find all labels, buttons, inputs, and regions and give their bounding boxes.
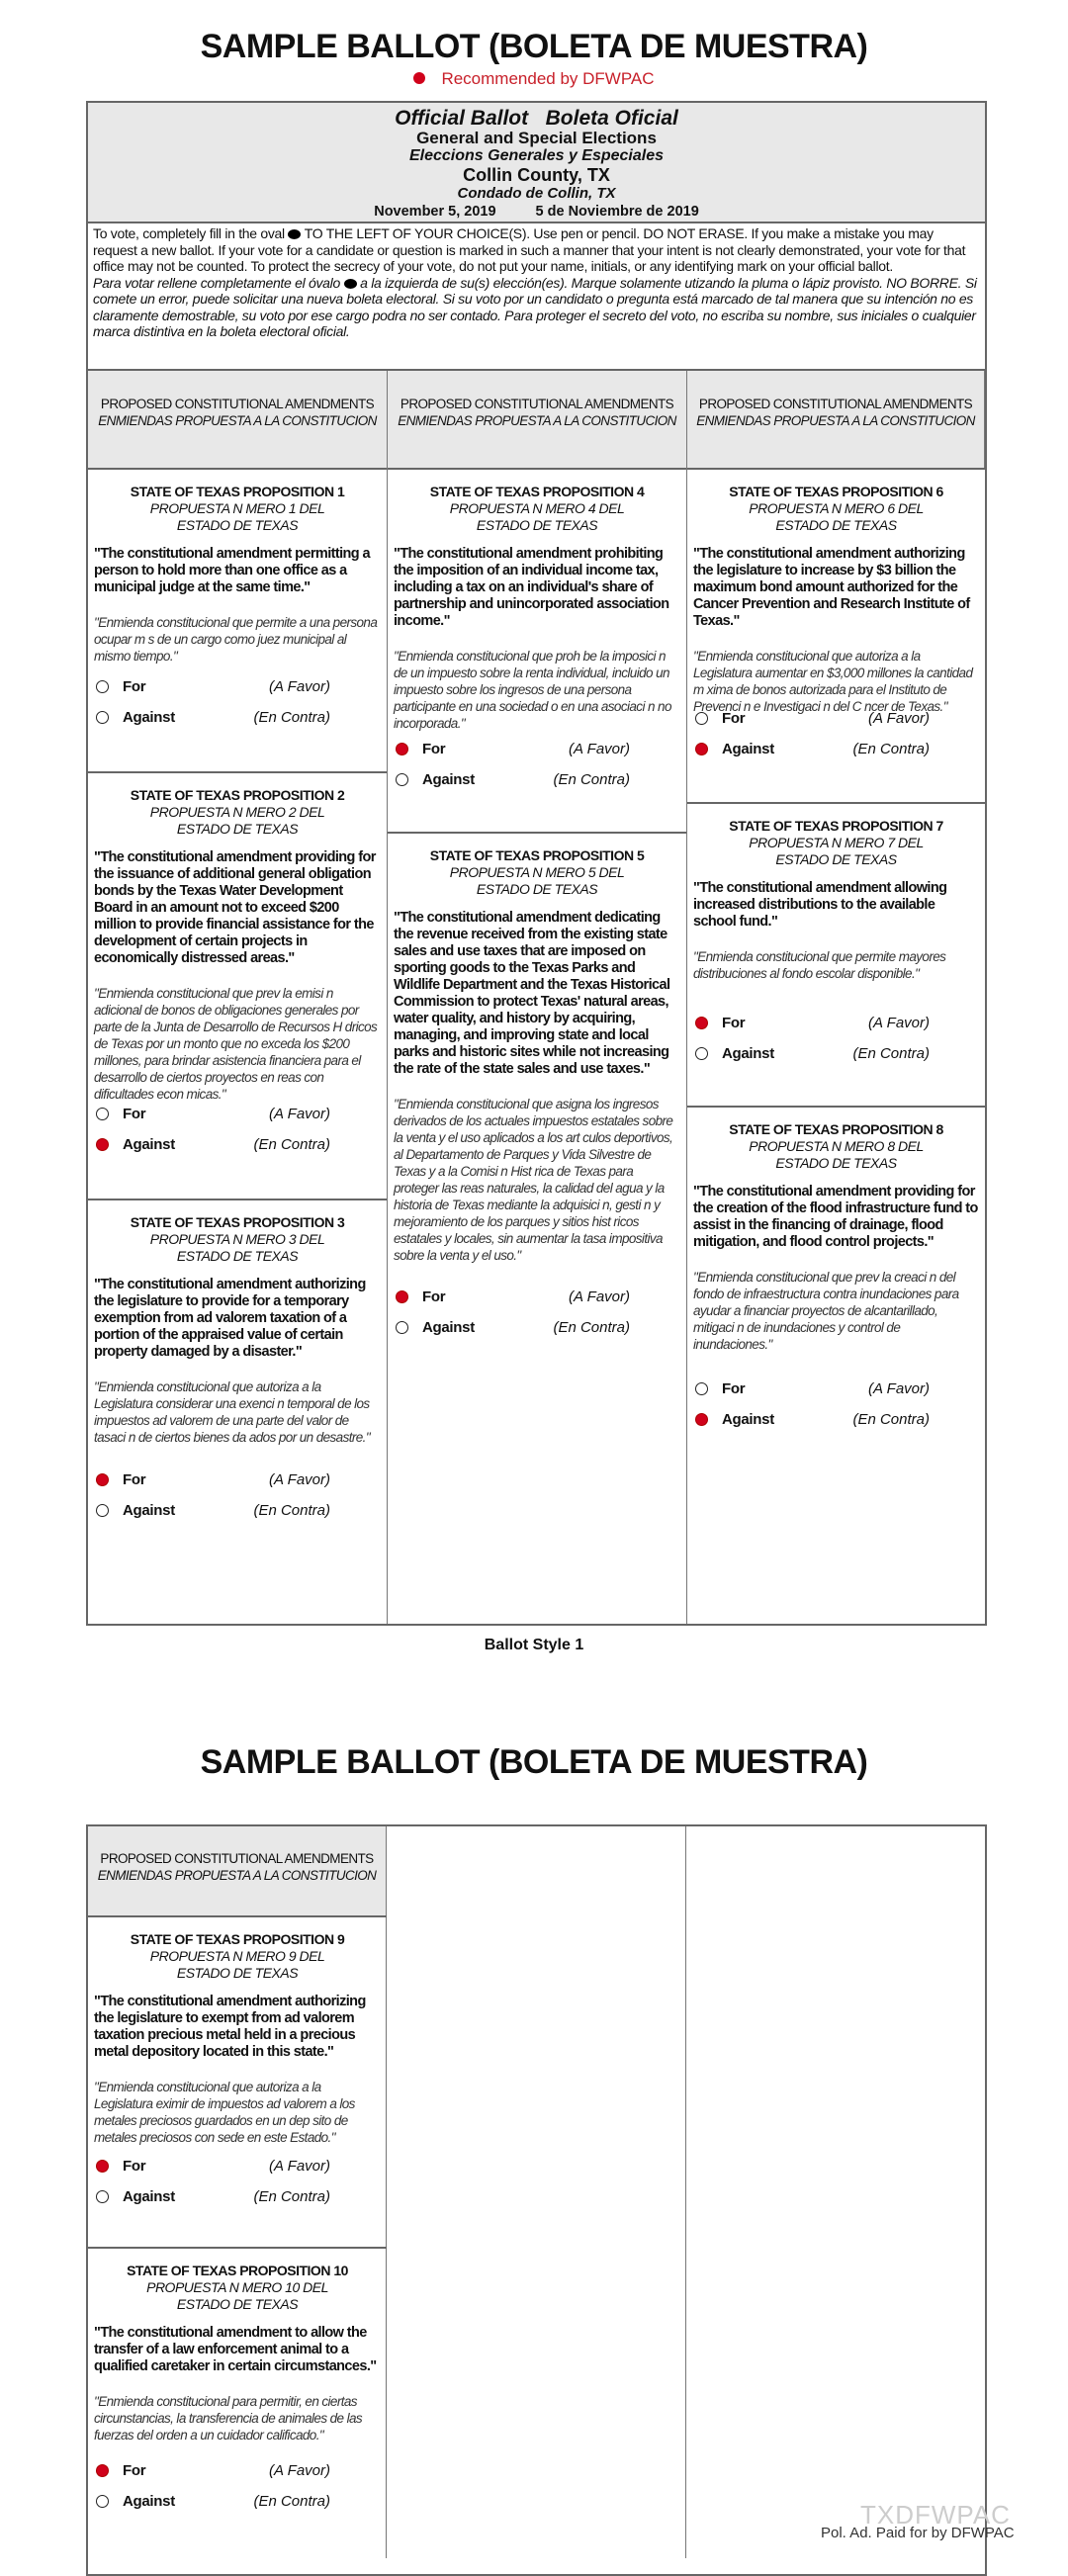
option-for-es-label: (A Favor): [269, 1105, 330, 1122]
filled-oval-icon: [288, 229, 301, 239]
option-against-label: Against: [722, 1044, 774, 1062]
proposition-text-es: "Enmienda constitucional que permite mayores distribuciones al fondo escolar disponible.": [693, 949, 946, 981]
column-header-es: ENMIENDAS PROPUESTA A LA CONSTITUCION: [398, 413, 676, 428]
option-for-label: For: [123, 1105, 146, 1122]
watermark: TXDFWPAC: [860, 2500, 1011, 2530]
filled-oval-icon[interactable]: [96, 1473, 109, 1486]
option-for-label: For: [422, 1288, 446, 1305]
column-header: [88, 1826, 387, 1917]
filled-oval-icon[interactable]: [96, 1138, 109, 1151]
proposition-text-en: "The constitutional amendment authorizing the legislature to exempt from ad valorem taxation precious metal held in a precious metal depository located in this state.": [94, 1994, 366, 2060]
elections-en: General and Special Elections: [416, 129, 657, 147]
option-against[interactable]: [96, 1134, 330, 1154]
option-against[interactable]: [695, 1409, 930, 1429]
option-against-es-label: (En Contra): [253, 708, 330, 726]
option-against-label: Against: [722, 1410, 774, 1428]
proposition-subtitle: PROPUESTA N MERO 8 DEL ESTADO DE TEXAS: [749, 1138, 924, 1171]
instructions-en-1: To vote, completely fill in the oval: [93, 225, 285, 241]
option-against-label: Against: [123, 1501, 175, 1519]
option-against[interactable]: [96, 1500, 330, 1520]
empty-oval-icon[interactable]: [96, 2190, 109, 2203]
proposition-3: [88, 1199, 387, 1624]
proposition-9: [88, 1915, 387, 2247]
option-against-es-label: (En Contra): [253, 2492, 330, 2510]
paid-for-disclaimer: Pol. Ad. Paid for by DFWPAC: [821, 2525, 1015, 2541]
option-for-label: For: [722, 709, 746, 727]
option-against-es-label: (En Contra): [852, 1044, 930, 1062]
proposition-title: STATE OF TEXAS PROPOSITION 1: [130, 484, 345, 499]
filled-oval-icon[interactable]: [396, 1290, 408, 1303]
empty-oval-icon[interactable]: [695, 1382, 708, 1395]
option-against-label: Against: [422, 770, 475, 788]
proposition-title: STATE OF TEXAS PROPOSITION 7: [729, 818, 943, 834]
proposition-text-en: "The constitutional amendment dedicating the revenue received from the existing state sales and use taxes that are imposed on sporting goods to the Texas Parks and Wildlife Department and the Texas Historical Commission to protect Texas' natural areas, water quality, and history by acquiring, managing, and improving state and local parks and historic sites while not increasing the rate of the state sales and use taxes.": [394, 910, 670, 1077]
proposition-4: [388, 468, 686, 832]
filled-oval-icon[interactable]: [396, 743, 408, 755]
proposition-text-es: "Enmienda constitucional que prev la creaci n del fondo de infraestructura contra inundaciones para ayudar a financiar proyectos de alcantarillado, mitigaci n de inundaciones y control de inundaciones.": [693, 1270, 959, 1352]
proposition-text-en: "The constitutional amendment providing for the creation of the flood infrastructure fund to assist in the financing of drainage, flood mitigation, and flood control projects.": [693, 1184, 978, 1250]
proposition-text-en: "The constitutional amendment prohibiting the imposition of an individual income tax, including a tax on an individual's share of partnership and unincorporated association income.": [394, 546, 669, 629]
proposition-text-es: "Enmienda constitucional que autoriza a la Legislatura aumentar en $3,000 millones la cantidad m xima de bonos autorizada para el Instituto de Prevenci n e Investigaci n del C ncer de Texas.": [693, 649, 973, 714]
proposition-subtitle: PROPUESTA N MERO 3 DEL ESTADO DE TEXAS: [149, 1231, 325, 1264]
column-header-es: ENMIENDAS PROPUESTA A LA CONSTITUCION: [97, 1868, 377, 1883]
official-ballot-title: Official Ballot Boleta Oficial: [395, 107, 678, 130]
county-es: Condado de Collin, TX: [457, 185, 616, 202]
option-for[interactable]: [96, 1469, 330, 1489]
column-header-en: PROPOSED CONSTITUTIONAL AMENDMENTS: [100, 1851, 374, 1866]
proposition-text-es: "Enmienda constitucional que proh be la imposici n de un impuesto sobre la renta individual, incluido un impuesto sobre los ingresos de una persona participante en una sociedad o en una asociaci n no incorporada.": [394, 649, 671, 731]
option-against-es-label: (En Contra): [553, 770, 630, 788]
empty-oval-icon[interactable]: [96, 711, 109, 724]
option-against-es-label: (En Contra): [852, 1410, 930, 1428]
column-header-en: PROPOSED CONSTITUTIONAL AMENDMENTS: [400, 397, 674, 411]
option-against-es-label: (En Contra): [253, 1135, 330, 1153]
recommended-dot-icon: [413, 72, 425, 84]
option-for-es-label: (A Favor): [868, 1014, 930, 1031]
option-against[interactable]: [96, 2491, 330, 2511]
proposition-text-en: "The constitutional amendment authorizing the legislature to increase by $3 billion the maximum bond amount authorized for the Cancer Prevention and Research Institute of Texas.": [693, 546, 970, 629]
proposition-5: [388, 832, 686, 1624]
proposition-text-es: "Enmienda constitucional para permitir, en ciertas circunstancias, la transferencia de animales de las fuerzas del orden a un cuidador calificado.": [94, 2394, 363, 2443]
option-against-label: Against: [123, 708, 175, 726]
option-against-label: Against: [422, 1318, 475, 1336]
proposition-subtitle: PROPUESTA N MERO 6 DEL ESTADO DE TEXAS: [749, 500, 924, 533]
proposition-title: STATE OF TEXAS PROPOSITION 8: [729, 1121, 943, 1137]
proposition-subtitle: PROPUESTA N MERO 10 DEL ESTADO DE TEXAS: [146, 2279, 328, 2312]
filled-oval-icon[interactable]: [96, 2160, 109, 2173]
option-for-es-label: (A Favor): [269, 677, 330, 695]
column-header: [687, 371, 985, 468]
option-for[interactable]: [695, 708, 930, 728]
ballot-style-label: Ballot Style 1: [484, 1637, 584, 1653]
filled-oval-icon: [344, 279, 357, 289]
empty-oval-icon[interactable]: [695, 1047, 708, 1060]
option-for-label: For: [422, 740, 446, 757]
proposition-title: STATE OF TEXAS PROPOSITION 10: [127, 2263, 348, 2278]
proposition-title: STATE OF TEXAS PROPOSITION 3: [130, 1214, 345, 1230]
option-for-es-label: (A Favor): [868, 1379, 930, 1397]
proposition-10: [88, 2247, 387, 2563]
empty-oval-icon[interactable]: [396, 1321, 408, 1334]
proposition-1: [88, 468, 387, 771]
option-against-label: Against: [123, 2492, 175, 2510]
proposition-text-es: "Enmienda constitucional que autoriza a la Legislatura eximir de impuestos ad valorem a los metales preciosos guardados en un dep sito de metales preciosos con sede en este Estado.": [94, 2080, 355, 2145]
sample-ballot-title: SAMPLE BALLOT (BOLETA DE MUESTRA): [200, 28, 868, 65]
empty-oval-icon[interactable]: [96, 1108, 109, 1120]
empty-oval-icon[interactable]: [96, 680, 109, 693]
option-against[interactable]: [396, 1317, 630, 1337]
option-for[interactable]: [695, 1013, 930, 1032]
option-against-label: Against: [123, 1135, 175, 1153]
option-for-label: For: [123, 1470, 146, 1488]
option-against-label: Against: [722, 740, 774, 757]
proposition-text-en: "The constitutional amendment authorizing the legislature to provide for a temporary exemption from ad valorem taxation of a portion of the appraised value of certain property damaged by a disaster.": [94, 1277, 366, 1360]
option-against[interactable]: [396, 769, 630, 789]
option-against-es-label: (En Contra): [253, 1501, 330, 1519]
proposition-title: STATE OF TEXAS PROPOSITION 4: [429, 484, 645, 499]
proposition-text-en: "The constitutional amendment permitting a person to hold more than one office as a municipal judge at the same time.": [94, 546, 370, 595]
proposition-text-es: "Enmienda constitucional que prev la emisi n adicional de bonos de obligaciones generales por parte de la Junta de Desarrollo de Recursos H dricos de Texas por un monto que no exceda los $200 millones, para brindar asistencia financiera para el desarrollo de ciertos proyectos en reas con dificultades econ micas.": [94, 986, 378, 1102]
option-for-label: For: [722, 1014, 746, 1031]
option-against-es-label: (En Contra): [553, 1318, 630, 1336]
option-against[interactable]: [96, 707, 330, 727]
date-es: 5 de Noviembre de 2019: [535, 204, 699, 220]
option-for[interactable]: [96, 2460, 330, 2480]
empty-oval-icon[interactable]: [96, 1504, 109, 1517]
option-for-es-label: (A Favor): [269, 1470, 330, 1488]
proposition-subtitle: PROPUESTA N MERO 2 DEL ESTADO DE TEXAS: [149, 804, 325, 837]
proposition-subtitle: PROPUESTA N MERO 1 DEL ESTADO DE TEXAS: [149, 500, 325, 533]
option-for-label: For: [722, 1379, 746, 1397]
legend-text: Recommended by DFWPAC: [441, 69, 655, 88]
proposition-title: STATE OF TEXAS PROPOSITION 6: [729, 484, 943, 499]
instructions-es-1: Para votar rellene completamente el óvalo: [93, 274, 340, 291]
legend: [0, 69, 1068, 89]
column-header-es: ENMIENDAS PROPUESTA A LA CONSTITUCION: [696, 413, 975, 428]
proposition-subtitle: PROPUESTA N MERO 9 DEL ESTADO DE TEXAS: [149, 1948, 325, 1981]
proposition-7: [687, 802, 985, 1106]
option-for-label: For: [123, 2461, 146, 2479]
instructions-es-2: a la izquierda de su(s) elección(es). Marque solamente utizando la pluma o lápiz provisto. NO BORRE. Si comete un error, puede solicitar una nueva boleta electoral. Si su voto por un candidato o pregunta está marcado de tal manera que su intención no es claramente demostrable, su voto por ese cargo podra no ser contado. Para proteger el secreto del voto, no escriba su nombre, sus iniciales o cualquier marca distintiva en la boleta electoral oficial.: [93, 274, 977, 339]
proposition-title: STATE OF TEXAS PROPOSITION 9: [130, 1931, 345, 1947]
column-divider: [685, 1826, 686, 2558]
proposition-text-en: "The constitutional amendment allowing increased distributions to the available school fund.": [693, 880, 947, 930]
column-header: [388, 371, 687, 468]
proposition-text-en: "The constitutional amendment providing for the issuance of additional general obligation bonds by the Texas Water Development Board in an amount not to exceed $200 million to provide financial assistance for the development of certain projects in economically distressed areas.": [94, 849, 376, 966]
proposition-title: STATE OF TEXAS PROPOSITION 5: [429, 847, 645, 863]
column-header-en: PROPOSED CONSTITUTIONAL AMENDMENTS: [100, 397, 375, 411]
instructions-en-2: TO THE LEFT OF YOUR CHOICE(S). Use pen or pencil. DO NOT ERASE. If you make a mistake you may request a new ballot. If your vote for a candidate or question is marked in such a manner that your intent is not clearly demonstrated, your vote for that office may not be counted. To protect the secrecy of your vote, do not put your name, initials, or any identifying mark on your official ballot.: [93, 225, 966, 274]
elections-es: Eleccions Generales y Especiales: [408, 147, 665, 164]
proposition-subtitle: PROPUESTA N MERO 4 DEL ESTADO DE TEXAS: [449, 500, 625, 533]
column-header: [88, 371, 388, 468]
proposition-title: STATE OF TEXAS PROPOSITION 2: [130, 787, 345, 803]
sample-ballot-title-2: SAMPLE BALLOT (BOLETA DE MUESTRA): [200, 1743, 868, 1781]
option-for-label: For: [123, 677, 146, 695]
option-for[interactable]: [96, 2156, 330, 2176]
option-for-es-label: (A Favor): [569, 1288, 630, 1305]
option-for[interactable]: [396, 739, 630, 758]
option-for[interactable]: [96, 676, 330, 696]
option-against-es-label: (En Contra): [852, 740, 930, 757]
voting-instructions: [86, 223, 987, 371]
filled-oval-icon[interactable]: [695, 1017, 708, 1029]
option-for-label: For: [123, 2157, 146, 2175]
empty-oval-icon[interactable]: [396, 773, 408, 786]
proposition-8: [687, 1106, 985, 1624]
proposition-subtitle: PROPUESTA N MERO 7 DEL ESTADO DE TEXAS: [749, 835, 924, 867]
option-for[interactable]: [396, 1287, 630, 1306]
proposition-text-es: "Enmienda constitucional que autoriza a la Legislatura considerar una exenci n temporal de los impuestos ad valorem de una parte del valor de tasaci n de ciertos bienes da ados por un desastre.": [94, 1379, 371, 1445]
ballot-header: [86, 101, 987, 223]
filled-oval-icon[interactable]: [96, 2464, 109, 2477]
option-against-es-label: (En Contra): [253, 2187, 330, 2205]
option-for-es-label: (A Favor): [269, 2461, 330, 2479]
proposition-subtitle: PROPUESTA N MERO 5 DEL ESTADO DE TEXAS: [449, 864, 625, 897]
filled-oval-icon[interactable]: [695, 1413, 708, 1426]
county-en: Collin County, TX: [463, 165, 610, 185]
filled-oval-icon[interactable]: [695, 743, 708, 755]
proposition-6: [687, 468, 985, 802]
option-against[interactable]: [695, 1043, 930, 1063]
option-for-es-label: (A Favor): [269, 2157, 330, 2175]
proposition-2: [88, 771, 387, 1199]
proposition-text-es: "Enmienda constitucional que permite a una persona ocupar m s de un cargo como juez municipal al mismo tiempo.": [94, 615, 378, 664]
column-header-es: ENMIENDAS PROPUESTA A LA CONSTITUCION: [98, 413, 377, 428]
empty-oval-icon[interactable]: [96, 2495, 109, 2508]
option-for[interactable]: [695, 1378, 930, 1398]
option-against[interactable]: [96, 2186, 330, 2206]
election-date: [88, 203, 985, 221]
option-for-es-label: (A Favor): [868, 709, 930, 727]
option-against[interactable]: [695, 739, 930, 758]
empty-oval-icon[interactable]: [695, 712, 708, 725]
proposition-text-en: "The constitutional amendment to allow the transfer of a law enforcement animal to a qualified caretaker in certain circumstances.": [94, 2325, 377, 2374]
date-en: November 5, 2019: [374, 204, 496, 220]
option-for[interactable]: [96, 1104, 330, 1123]
option-against-label: Against: [123, 2187, 175, 2205]
proposition-text-es: "Enmienda constitucional que asigna los ingresos derivados de los actuales impuestos estatales sobre la venta y el uso aplicados a los art culos deportivos, al Departamento de Parques y Vida Silvestre de Texas y a la Comisi n Hist rica de Texas para proteger las reas naturales, la calidad del agua y la historia de Texas mediante la adquisici n, gesti n y mejoramiento de los parques y sitios hist ricos estatales y locales, sin aumentar la tasa impositiva sobre la venta y el uso.": [394, 1097, 673, 1263]
column-header-en: PROPOSED CONSTITUTIONAL AMENDMENTS: [698, 397, 973, 411]
option-for-es-label: (A Favor): [569, 740, 630, 757]
